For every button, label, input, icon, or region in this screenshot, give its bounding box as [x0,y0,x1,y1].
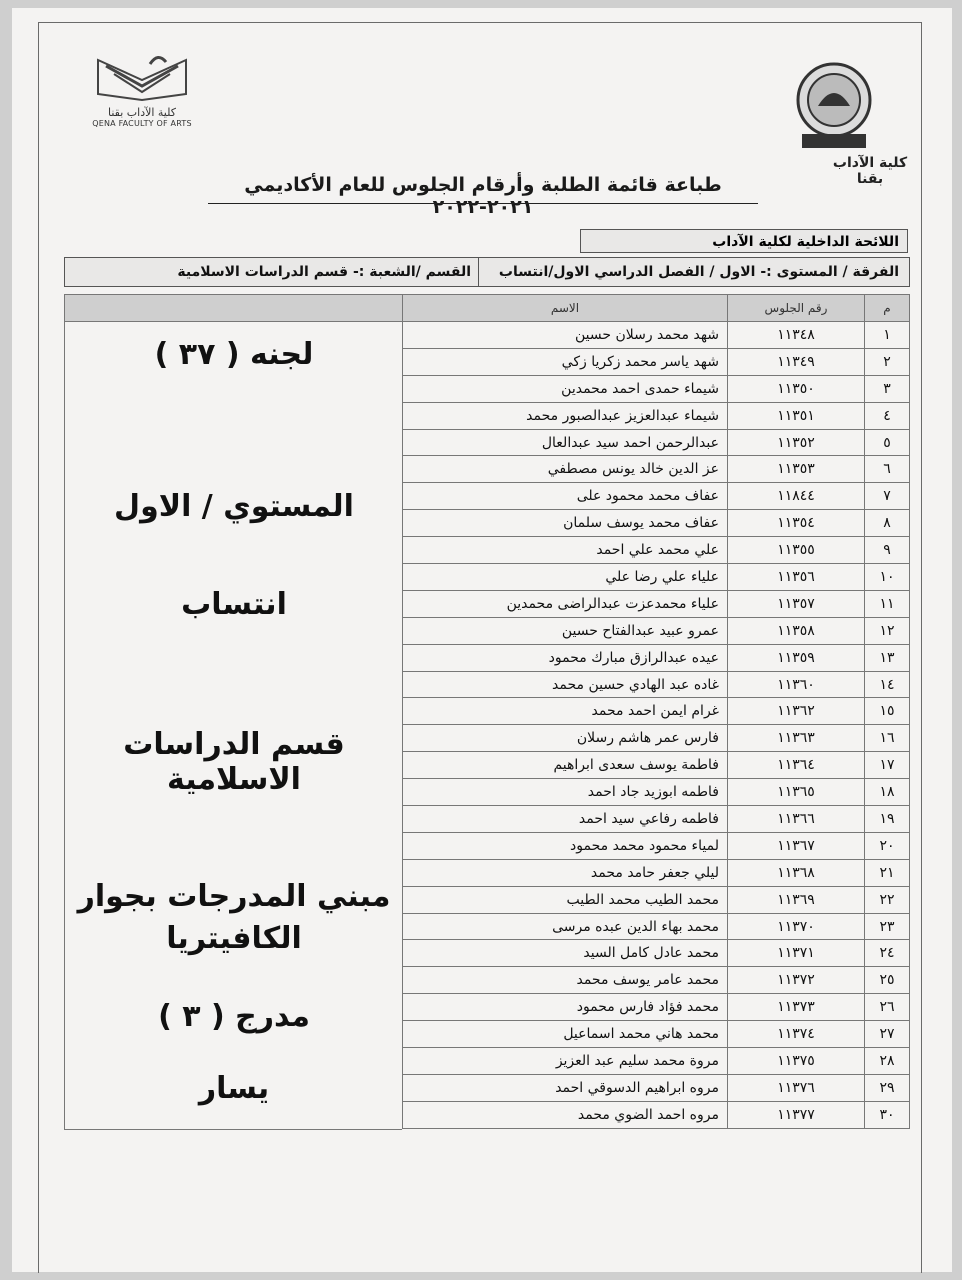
row-number: ٢٣ [865,913,910,940]
student-name: محمد عامر يوسف محمد [403,967,728,994]
enrollment-type: انتساب [181,587,287,622]
student-name: شهد محمد رسلان حسين [403,322,728,349]
seat-number: ١١٣٧٥ [728,1048,865,1075]
seat-number: ١١٣٥٨ [728,617,865,644]
student-name: عز الدين خالد يونس مصطفي [403,456,728,483]
table-row [403,859,910,886]
row-number: ٨ [865,510,910,537]
row-number: ١٨ [865,779,910,806]
table-row [403,590,910,617]
table-row [403,402,910,429]
student-name: شهد ياسر محمد زكريا زكي [403,348,728,375]
seat-number: ١١٣٥٩ [728,644,865,671]
table-row [403,994,910,1021]
student-name: علياء علي رضا علي [403,564,728,591]
faculty-logo-left [92,50,192,132]
student-name: عبدالرحمن احمد سيد عبدالعال [403,429,728,456]
table-row [403,644,910,671]
university-seal-icon [788,60,880,152]
table-row [403,510,910,537]
student-name: مروه احمد الضوي محمد [403,1101,728,1128]
table-row [403,375,910,402]
seat-number: ١١٣٦٩ [728,886,865,913]
seat-number: ١١٣٦٠ [728,671,865,698]
row-number: ١ [865,322,910,349]
row-number: ٢٠ [865,832,910,859]
student-name: محمد هاني محمد اسماعيل [403,1021,728,1048]
row-number: ٢٨ [865,1048,910,1075]
bylaw-label: اللائحة الداخلية لكلية الآداب [580,229,908,253]
seat-number: ١١٣٥١ [728,402,865,429]
row-number: ١٣ [865,644,910,671]
college-name: كلية الآداب بقنا [832,155,908,187]
table-row [403,913,910,940]
seat-number: ١١٣٧٤ [728,1021,865,1048]
row-number: ١٥ [865,698,910,725]
table-row [403,806,910,833]
row-number: ٢٢ [865,886,910,913]
student-name: عفاف محمد يوسف سلمان [403,510,728,537]
student-name: شيماء عبدالعزيز عبدالصبور محمد [403,402,728,429]
row-number: ١٠ [865,564,910,591]
table-row [403,698,910,725]
student-name: مروه ابراهيم الدسوقي احمد [403,1074,728,1101]
level-label: المستوي / الاول [114,489,354,524]
students-table [402,294,910,1129]
seat-number: ١١٣٧٧ [728,1101,865,1128]
student-name: عيده عبدالرازق مبارك محمود [403,644,728,671]
info-bar [64,257,910,287]
row-number: ٢٥ [865,967,910,994]
table-row [403,1101,910,1128]
seat-number: ١١٨٤٤ [728,483,865,510]
col-header-name: الاسم [403,295,728,322]
seat-number: ١١٣٦٨ [728,859,865,886]
table-row [403,671,910,698]
table-row [403,617,910,644]
table-row [403,456,910,483]
seat-number: ١١٣٥٢ [728,429,865,456]
seat-number: ١١٣٦٣ [728,725,865,752]
committee-panel [64,294,402,1130]
seat-number: ١١٣٥٧ [728,590,865,617]
seat-number: ١١٣٤٩ [728,348,865,375]
table-row [403,967,910,994]
seat-number: ١١٣٦٦ [728,806,865,833]
seat-number: ١١٣٧١ [728,940,865,967]
seat-number: ١١٣٧٢ [728,967,865,994]
seat-number: ١١٣٥٣ [728,456,865,483]
student-name: محمد عادل كامل السيد [403,940,728,967]
student-name: غرام ايمن احمد محمد [403,698,728,725]
student-name: ليلي جعفر حامد محمد [403,859,728,886]
student-name: علياء محمدعزت عبدالراضى محمدين [403,590,728,617]
student-name: غاده عبد الهادي حسين محمد [403,671,728,698]
seat-number: ١١٣٦٧ [728,832,865,859]
row-number: ٩ [865,537,910,564]
row-number: ٣ [865,375,910,402]
seat-number: ١١٣٦٥ [728,779,865,806]
table-row [403,322,910,349]
row-number: ٢١ [865,859,910,886]
seat-number: ١١٣٥٥ [728,537,865,564]
row-number: ١٩ [865,806,910,833]
student-name: شيماء حمدى احمد محمدين [403,375,728,402]
row-number: ٦ [865,456,910,483]
seat-number: ١١٣٧٦ [728,1074,865,1101]
page-title: طباعة قائمة الطلبة وأرقام الجلوس للعام الأكاديمي ٢٠٢١-٢٠٢٢ [244,174,722,218]
level-info: الفرقة / المستوى :- الاول / الفصل الدراسي الاول/انتساب [478,258,903,286]
table-row [403,779,910,806]
col-header-no: م [865,295,910,322]
table-row [403,483,910,510]
department-label: قسم الدراسات الاسلامية [123,727,345,797]
seat-number: ١١٣٦٢ [728,698,865,725]
building-line-2: الكافيتريا [166,921,302,956]
student-name: عمرو عبيد عبدالفتاح حسين [403,617,728,644]
student-name: محمد فؤاد فارس محمود [403,994,728,1021]
seat-number: ١١٣٧٣ [728,994,865,1021]
row-number: ٣٠ [865,1101,910,1128]
table-header-row [403,295,910,322]
student-name: فاطمه ابوزيد جاد احمد [403,779,728,806]
row-number: ٢ [865,348,910,375]
logo-left-english: QENA FACULTY OF ARTS [92,119,192,128]
student-name: فاطمه رفاعي سيد احمد [403,806,728,833]
table-row [403,1048,910,1075]
university-seal [788,60,880,152]
seat-number: ١١٣٤٨ [728,322,865,349]
row-number: ١١ [865,590,910,617]
row-number: ٧ [865,483,910,510]
row-number: ١٤ [865,671,910,698]
student-name: فاطمة يوسف سعدى ابراهيم [403,752,728,779]
row-number: ١٧ [865,752,910,779]
table-row [403,564,910,591]
table-row [403,752,910,779]
row-number: ١٦ [865,725,910,752]
table-row [403,725,910,752]
seat-number: ١١٣٥٤ [728,510,865,537]
hall-label: مدرج ( ٣ ) [158,999,310,1034]
table-row [403,940,910,967]
department-info: القسم /الشعبة :- قسم الدراسات الاسلامية [177,264,471,280]
row-number: ١٢ [865,617,910,644]
committee-panel-header [65,295,402,322]
committee-number: لجنه ( ٣٧ ) [154,337,314,372]
table-row [403,429,910,456]
title-underline [208,203,758,204]
seat-number: ١١٣٦٤ [728,752,865,779]
student-name: علي محمد علي احمد [403,537,728,564]
logo-left-arabic: كلية الآداب بقنا [107,106,177,119]
table-row [403,832,910,859]
row-number: ٤ [865,402,910,429]
student-name: لمياء محمود محمد محمود [403,832,728,859]
row-number: ٥ [865,429,910,456]
side-label: يسار [198,1071,270,1106]
table-row [403,886,910,913]
book-logo-icon [92,50,192,102]
student-name: فارس عمر هاشم رسلان [403,725,728,752]
student-name: محمد بهاء الدين عبده مرسى [403,913,728,940]
seat-number: ١١٣٧٠ [728,913,865,940]
table-row [403,348,910,375]
student-name: محمد الطيب محمد الطيب [403,886,728,913]
seat-number: ١١٣٥٠ [728,375,865,402]
row-number: ٢٧ [865,1021,910,1048]
row-number: ٢٦ [865,994,910,1021]
table-row [403,537,910,564]
row-number: ٢٤ [865,940,910,967]
col-header-seat: رقم الجلوس [728,295,865,322]
student-name: عفاف محمد محمود على [403,483,728,510]
seat-number: ١١٣٥٦ [728,564,865,591]
table-row [403,1074,910,1101]
building-line-1: مبني المدرجات بجوار [77,879,391,914]
table-row [403,1021,910,1048]
student-name: مروة محمد سليم عبد العزيز [403,1048,728,1075]
row-number: ٢٩ [865,1074,910,1101]
